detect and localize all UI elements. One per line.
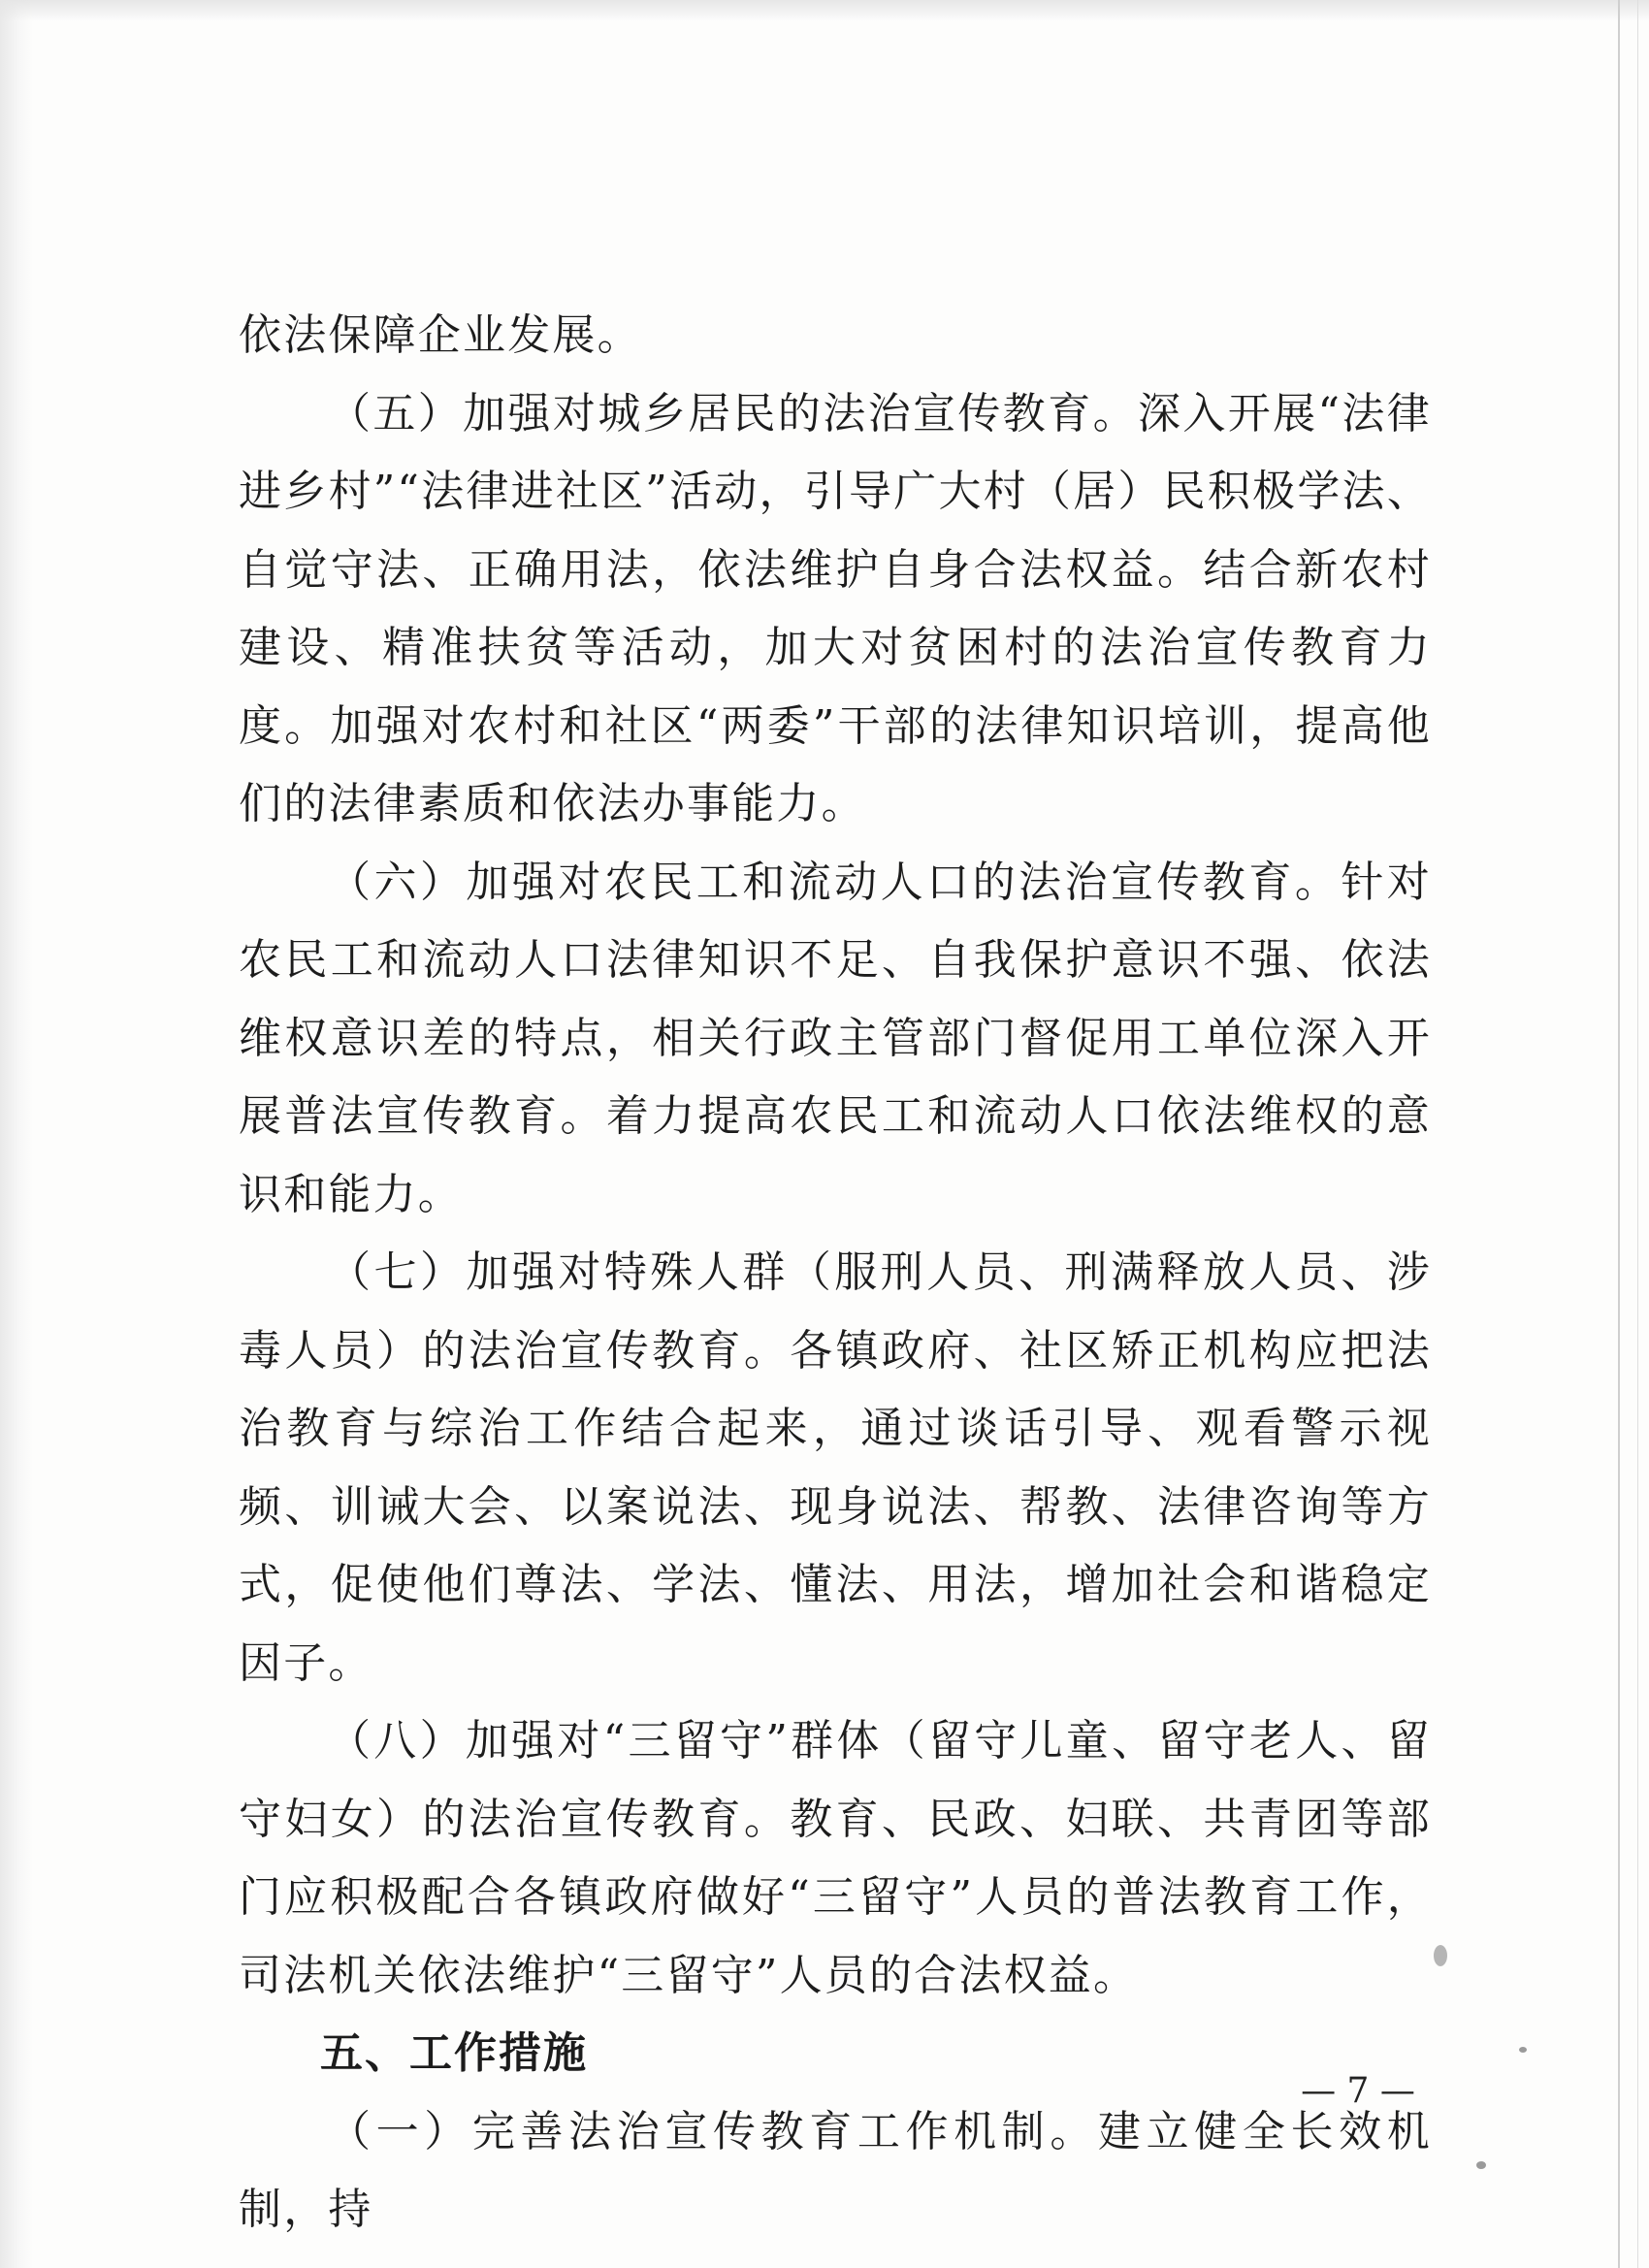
scan-speck	[1434, 1945, 1447, 1966]
paragraph-continuation: 依法保障企业发展。	[239, 310, 642, 360]
section-heading: 五、工作措施	[320, 2028, 588, 2078]
paragraph-item-5: （五）加强对城乡居民的法治宣传教育。深入开展“法律进乡村”“法律进社区”活动，引导广大村（居）民积极学法、自觉守法、正确用法，依法维护自身合法权益。结合新农村建设、精准扶贫等活动，加大对贫困村的法治宣传教育力度。加强对农村和社区“两委”干部的法律知识培训，提高他们的法律素质和依法办事能力。	[239, 388, 1432, 828]
paragraph-item-8: （八）加强对“三留守”群体（留守儿童、留守老人、留守妇女）的法治宣传教育。教育、民政、妇联、共青团等部门应积极配合各镇政府做好“三留守”人员的普法教育工作，司法机关依法维护“三留守”人员的合法权益。	[239, 1716, 1432, 2000]
page-number: — 7 —	[1301, 2071, 1415, 2111]
scan-edge-right	[1618, 0, 1620, 2268]
scan-speck	[1476, 2161, 1486, 2169]
paragraph-item-6: （六）加强对农民工和流动人口的法治宣传教育。针对农民工和流动人口法律知识不足、自我保护意识不强、依法维权意识差的特点，相关行政主管部门督促用工单位深入开展普法宣传教育。着力提高农民工和流动人口依法维权的意识和能力。	[239, 857, 1432, 1219]
scan-edge-right-secondary	[1637, 0, 1638, 2268]
scan-edge-top	[0, 0, 1649, 21]
paragraph-measure-1: （一）完善法治宣传教育工作机制。建立健全长效机制，持	[239, 2106, 1432, 2234]
scan-speck	[1519, 2047, 1527, 2053]
paragraph-item-7: （七）加强对特殊人群（服刑人员、刑满释放人员、涉毒人员）的法治宣传教育。各镇政府、社区矫正机构应把法治教育与综治工作结合起来，通过谈话引导、观看警示视频、训诫大会、以案说法、现身说法、帮教、法律咨询等方式，促使他们尊法、学法、懂法、用法，增加社会和谐稳定因子。	[239, 1247, 1432, 1688]
document-body	[239, 297, 1432, 2250]
scan-edge-left	[0, 0, 33, 2268]
